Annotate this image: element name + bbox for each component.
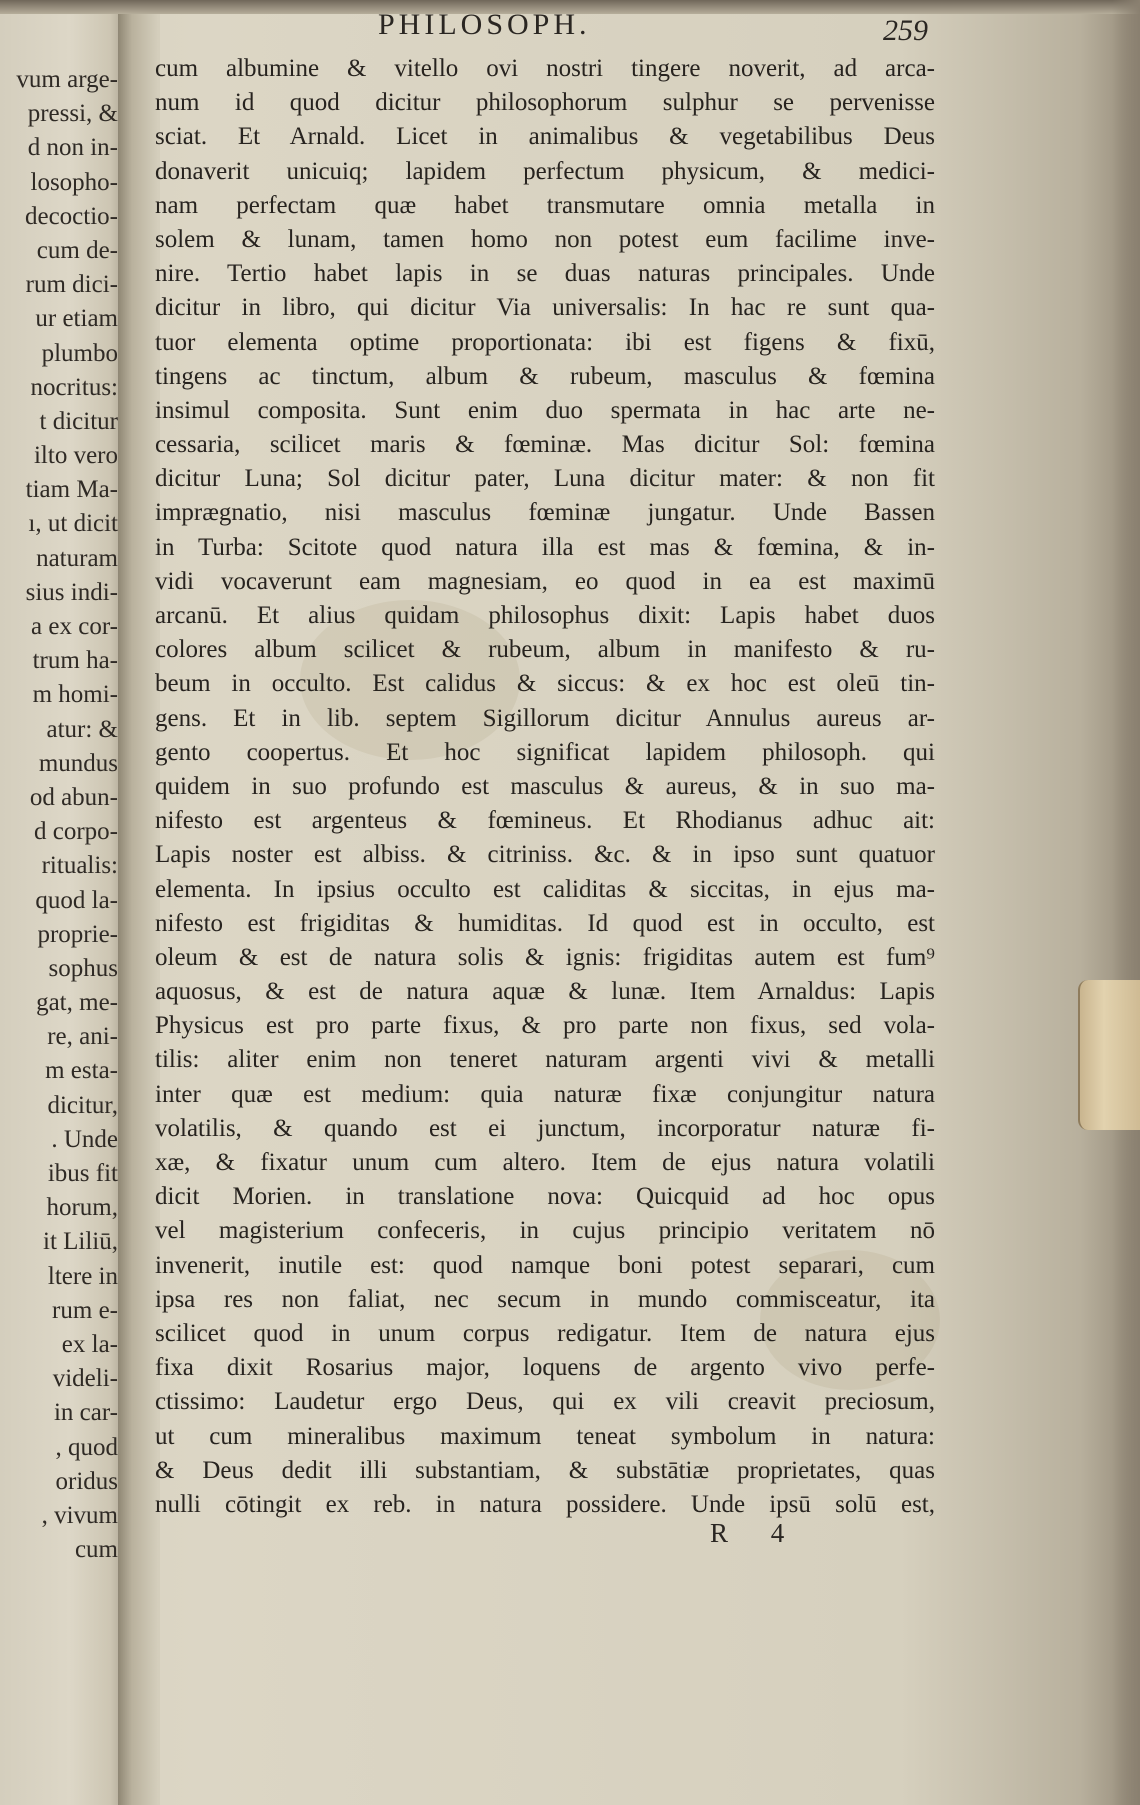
text-line: Physicus est pro parte fixus, & pro parte non fixus, sed vola- [155,1012,935,1040]
text-line: beum in occulto. Est calidus & siccus: & ex hoc est oleū tin- [155,670,935,698]
left-page-line: atur: & [46,715,118,743]
left-page-line: sophus [48,954,118,982]
text-line: Lapis noster est albiss. & citriniss. &c. & in ipso sunt quatuor [155,841,935,869]
left-page-line: sius indi- [25,578,118,606]
bookmark-tab [1078,980,1140,1130]
left-page-line: rum e- [52,1296,118,1324]
left-page-line: ritualis: [41,852,118,880]
text-line: ctissimo: Laudetur ergo Deus, qui ex vili creavit preciosum, [155,1388,935,1416]
left-page-line: plumbo [41,339,118,367]
left-page-line: tiam Ma- [25,476,118,504]
left-page-line: pressi, & [27,100,118,128]
left-page-line: cum [74,1536,118,1564]
left-page-line: vum arge- [16,66,118,93]
text-line: solem & lunam, tamen homo non potest eum facilime inve- [155,225,935,253]
left-page-line: ı, ut dicit [28,510,118,538]
left-page-line: . Unde [51,1125,118,1153]
signature-mark: R 4 [710,1518,803,1548]
left-page-line: m homi- [32,681,118,709]
left-page-line: in car- [53,1399,118,1427]
left-facing-page [0,0,130,1805]
left-page-line: ltere in [47,1262,118,1290]
left-page-line: rum dici- [25,271,118,299]
left-page-line: nocritus: [30,373,118,401]
running-head: PHILOSOPH. [378,8,591,41]
left-page-line: proprie- [37,920,118,948]
text-line: xæ, & fixatur unum cum altero. Item de ejus natura volatili [155,1149,935,1176]
text-line: vidi vocaverunt eam magnesiam, eo quod in ea est maximū [155,567,935,595]
page-number: 259 [883,14,928,47]
text-line: insimul composita. Sunt enim duo spermata in hac arte ne- [155,396,935,424]
text-line: vel magisterium confeceris, in cujus principio veritatem nō [155,1217,935,1245]
left-page-line: quod la- [35,886,118,914]
main-text-block [155,52,935,1522]
left-page-line: gat, me- [36,989,118,1017]
text-line: sciat. Et Arnald. Licet in animalibus & vegetabilibus Deus [155,123,935,151]
text-line: nifesto est argenteus & fœmineus. Et Rhodianus adhuc ait: [155,807,935,835]
text-line: nam perfectam quæ habet transmutare omnia metalla in [155,191,935,219]
left-page-line: re, ani- [47,1023,118,1051]
right-page-edge [1112,0,1140,1805]
text-line: aquosus, & est de natura aquæ & lunæ. Item Arnaldus: Lapis [155,978,935,1006]
left-page-line: losopho- [30,168,118,196]
left-page-text [16,63,118,1567]
text-line: arcanū. Et alius quidam philosophus dixit: Lapis habet duos [155,602,935,629]
left-page-line: ex la- [61,1330,118,1358]
text-line: fixa dixit Rosarius major, loquens de argento vivo perfe- [155,1354,935,1382]
text-line: tuor elementa optime proportionata: ibi est figens & fixū, [155,328,935,356]
text-line: gens. Et in lib. septem Sigillorum dicitur Annulus aureus ar- [155,704,935,732]
text-line: cessaria, scilicet maris & fœminæ. Mas dicitur Sol: fœmina [155,431,935,459]
text-line: inter quæ est medium: quia naturæ fixæ conjungitur natura [155,1080,935,1108]
left-page-line: , vivum [41,1501,118,1529]
text-line: donaverit unicuiq; lapidem perfectum physicum, & medici- [155,157,935,185]
text-line: cum albumine & vitello ovi nostri tingere noverit, ad arca- [155,55,935,82]
left-page-line: , quod [55,1433,118,1461]
text-line: num id quod dicitur philosophorum sulphur se pervenisse [155,89,935,117]
left-page-line: ibus fit [47,1160,118,1187]
left-page-line: cum de- [36,236,118,264]
left-page-line: videli- [52,1365,118,1393]
left-page-line: mundus [38,749,118,777]
text-line: invenerit, inutile est: quod namque boni potest separari, cum [155,1251,935,1279]
text-line: volatilis, & quando est ei junctum, incorporatur naturæ fi- [155,1114,935,1142]
left-page-line: dicitur, [47,1091,118,1119]
text-line: dicitur in libro, qui dicitur Via universalis: In hac re sunt qua- [155,294,935,322]
text-line: oleum & est de natura solis & ignis: frigiditas autem est fum⁹ [155,943,935,971]
left-page-line: ilto vero [33,442,118,470]
text-line: dicit Morien. in translatione nova: Quicquid ad hoc opus [155,1183,935,1211]
text-line: gento coopertus. Et hoc significat lapidem philosoph. qui [155,738,935,766]
text-line: tilis: aliter enim non teneret naturam argenti vivi & metalli [155,1046,935,1074]
left-page-line: oridus [55,1467,118,1495]
left-page-line: d non in- [27,134,118,162]
text-line: imprægnatio, nisi masculus fœminæ jungatur. Unde Bassen [155,499,935,527]
text-line: colores album scilicet & rubeum, album in manifesto & ru- [155,636,935,664]
left-page-line: naturam [36,544,118,572]
left-page-line: m esta- [45,1057,118,1085]
text-line: in Turba: Scitote quod natura illa est mas & fœmina, & in- [155,533,935,561]
text-line: nulli cōtingit ex reb. in natura possidere. Unde ipsū solū est, [155,1490,935,1518]
left-page-line: horum, [46,1194,118,1222]
text-line: ut cum mineralibus maximum teneat symbolum in natura: [155,1422,935,1450]
left-page-line: a ex cor- [31,613,118,640]
left-page-line: d corpo- [34,818,118,846]
book-gutter [118,0,160,1805]
text-line: tingens ac tinctum, album & rubeum, masculus & fœmina [155,362,935,390]
text-line: & Deus dedit illi substantiam, & substātiæ proprietates, quas [155,1456,935,1484]
text-line: ipsa res non faliat, nec secum in mundo commisceatur, ita [155,1285,935,1313]
left-page-line: od abun- [29,783,118,811]
text-line: scilicet quod in unum corpus redigatur. Item de natura ejus [155,1319,935,1347]
left-page-line: decoctio- [24,202,118,230]
text-line: nifesto est frigiditas & humiditas. Id quod est in occulto, est [155,909,935,937]
text-line: dicitur Luna; Sol dicitur pater, Luna dicitur mater: & non fit [155,465,935,493]
text-line: quidem in suo profundo est masculus & aureus, & in suo ma- [155,772,935,800]
left-page-line: ur etiam [35,305,118,333]
text-line: nire. Tertio habet lapis in se duas naturas principales. Unde [155,260,935,288]
text-line: elementa. In ipsius occulto est caliditas & siccitas, in ejus ma- [155,875,935,903]
left-page-line: t dicitur [39,407,118,435]
left-page-line: trum ha- [32,647,118,675]
left-page-line: it Liliū, [43,1228,118,1256]
